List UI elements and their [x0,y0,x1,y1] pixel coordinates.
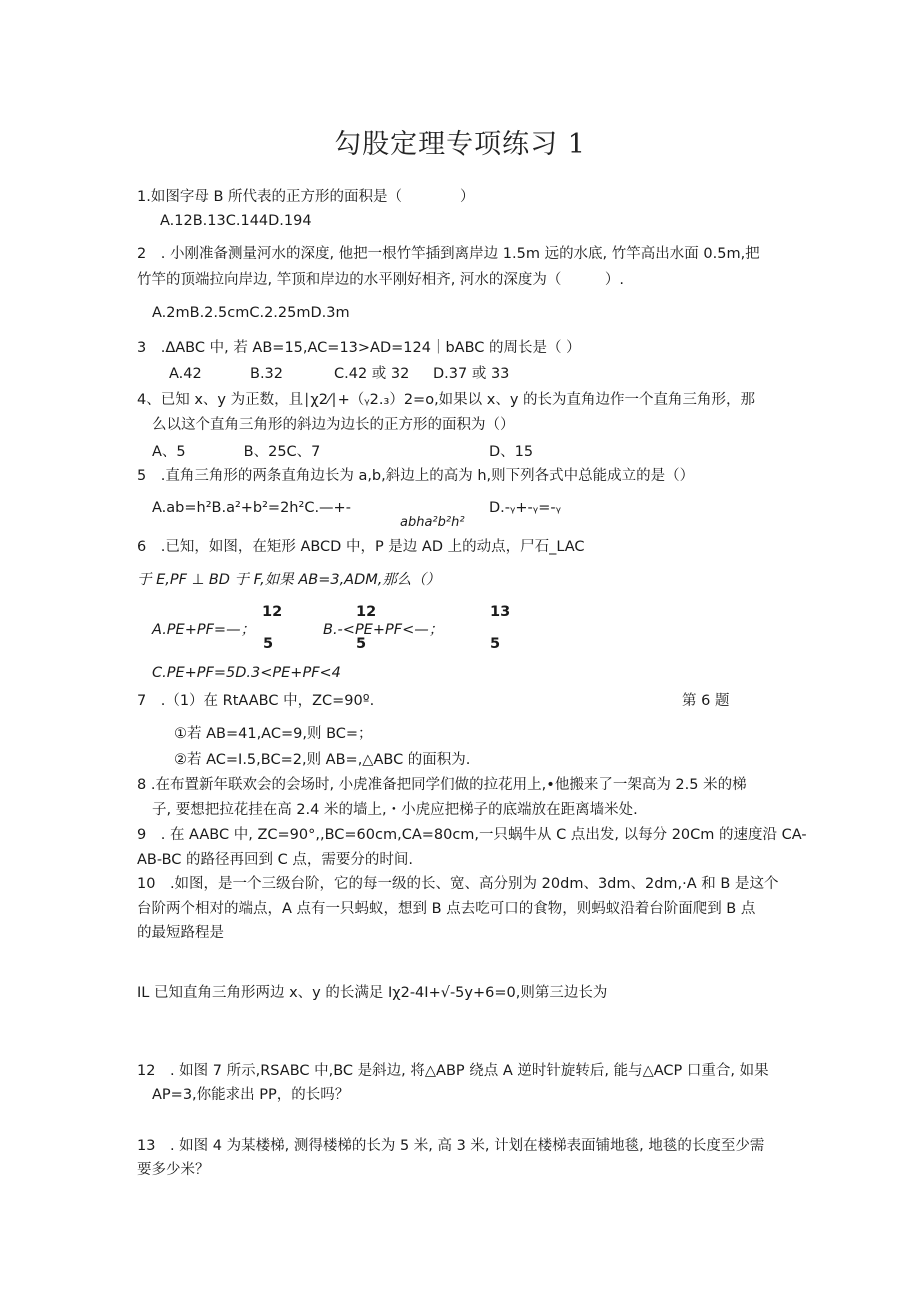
question-6-option-a-denominator: 5 [263,636,274,652]
question-2-options: A.2mB.2.5cmC.2.25mD.3m [152,305,350,321]
question-6-option-b-upper-numerator: 13 [490,604,511,620]
question-2-line-2: 竹竿的顶端拉向岸边, 竿顶和岸边的水平刚好相齐, 河水的深度为（ ）. [137,272,625,288]
question-7-sub-2: ②若 AC=I.5,BC=2,则 AB=,△ABC 的面积为. [174,752,471,768]
question-3-option-d: D.37 或 33 [433,366,510,382]
question-6-option-a: A.PE+PF=—； [152,622,256,638]
question-4-option-d: D、15 [489,444,534,460]
question-6-option-a-numerator: 12 [262,604,283,620]
question-4-line-1: 4、已知 x、y 为正数，且∣χ2⁄∣+（ᵧ2.₃）2=o,如果以 x、y 的长为直角边作一个直角三角形，那 [137,392,756,408]
question-3-option-a: A.42 [169,366,202,382]
question-6-option-b-upper-denominator: 5 [490,636,501,652]
question-6-line-1: 6 .已知，如图，在矩形 ABCD 中，P 是边 AD 上的动点，尸石_LAC [137,539,585,555]
question-11-stem: IL 已知直角三角形两边 x、y 的长满足 Iχ2-4I+√-5y+6=0,则第三边长为 [137,985,608,1001]
question-10-line-3: 的最短路程是 [137,925,224,941]
question-7-stem: 7 .（1）在 RtAABC 中，ZC=90º. [137,693,375,709]
question-10-line-2: 台阶两个相对的端点，A 点有一只蚂蚁，想到 B 点去吃可口的食物，则蚂蚁沿着台阶面爬到 B 点 [137,901,756,917]
question-12-line-1: 12 . 如图 7 所示,RSABC 中,BC 是斜边, 将△ABP 绕点 A 逆时针旋转后, 能与△ACP 口重合, 如果 [137,1063,769,1079]
page-title: 勾股定理专项练习 1 [334,129,586,160]
question-6-options-cd: C.PE+PF=5D.3<PE+PF<4 [152,665,341,681]
question-6-option-b: B.-<PE+PF<—； [323,622,444,638]
question-8-line-2: 子, 要想把拉花挂在高 2.4 米的墙上,・小虎应把梯子的底端放在距离墙米处. [152,802,638,818]
question-1-stem: 1.如图字母 B 所代表的正方形的面积是（ ） [137,189,475,205]
question-13-line-1: 13 . 如图 4 为某楼梯, 测得楼梯的长为 5 米, 高 3 米, 计划在楼梯表面铺地毯, 地毯的长度至少需 [137,1138,765,1154]
question-2-line-1: 2 . 小刚准备测量河水的深度, 他把一根竹竿插到离岸边 1.5m 远的水底, 竹竿高出水面 0.5m,把 [137,246,760,262]
question-6-option-b-numerator: 12 [356,604,377,620]
question-3-option-b: B.32 [250,366,284,382]
question-5-stem: 5 .直角三角形的两条直角边长为 a,b,斜边上的高为 h,则下列各式中总能成立的是（） [137,468,695,484]
question-9-line-1: 9 . 在 AABC 中, ZC=90°,,BC=60cm,CA=80cm,一只蜗牛从 C 点出发, 以每分 20Cm 的速度沿 CA- [137,827,807,843]
question-3-option-c: C.42 或 32 [334,366,410,382]
question-5-options-abc: A.ab=h²B.a²+b²=2h²C.—+- [152,500,351,516]
question-6-option-b-denominator: 5 [356,636,367,652]
question-8-line-1: 8 .在布置新年联欢会的会场时, 小虎准备把同学们做的拉花用上,•他搬来了一架高为 2.5 米的梯 [137,777,747,793]
question-7-sub-1: ①若 AB=41,AC=9,则 BC=； [174,726,373,742]
question-1-options: A.12B.13C.144D.194 [160,213,312,229]
question-13-line-2: 要多少米？ [137,1162,210,1178]
figure-6-caption: 第 6 题 [682,693,730,709]
question-12-line-2: AP=3,你能求出 PP，的长吗？ [152,1087,350,1103]
question-5-denominators: abha²b²h² [400,515,465,530]
question-5-option-d: D.-ᵧ+-ᵧ=-ᵧ [489,500,561,516]
question-10-line-1: 10 .如图，是一个三级台阶，它的每一级的长、宽、高分别为 20dm、3dm、2dm,·A 和 B 是这个 [137,876,779,892]
question-4-line-2: 么以这个直角三角形的斜边为边长的正方形的面积为（） [152,417,515,433]
question-6-line-2: 于 E,PF ⊥ BD 于 F,如果 AB=3,ADM,那么（） [137,572,441,588]
question-3-stem: 3 .ΔABC 中, 若 AB=15,AC=13>AD=124｜bABC 的周长是（ ） [137,340,581,356]
question-9-line-2: AB-BC 的路径再回到 C 点，需要分的时间. [137,852,413,868]
question-4-options-abc: A、5 B、25C、7 [152,444,321,460]
